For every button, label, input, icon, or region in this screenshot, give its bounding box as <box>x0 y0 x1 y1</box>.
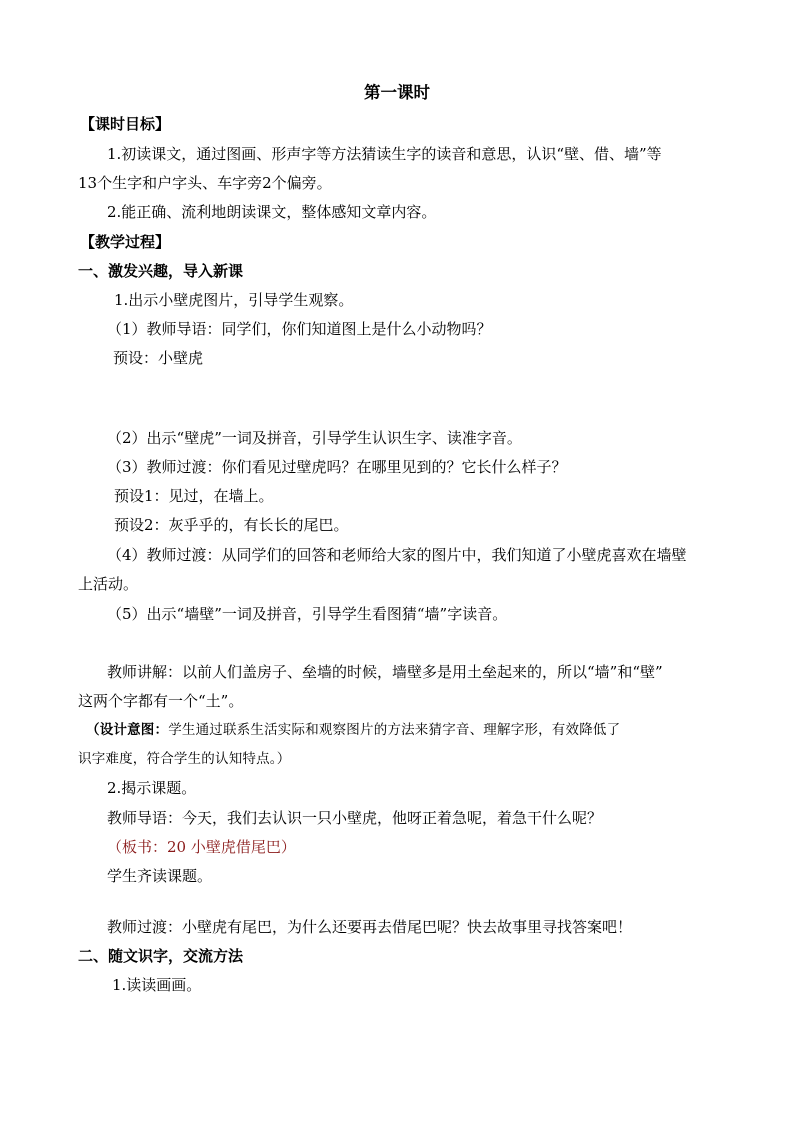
sub-5: （5）出示“墙壁”一词及拼音，引导学生看图猜“墙”字读音。 <box>107 605 508 623</box>
design-intent-text: 学生通过联系生活实际和观察图片的方法来猜字音、理解字形，有效降低了 <box>168 722 621 738</box>
sub-4-line1: （4）教师过渡：从同学们的回答和老师给大家的图片中，我们知道了小壁虎喜欢在墙壁 <box>107 546 687 564</box>
sub-1: （1）教师导语：同学们，你们知道图上是什么小动物吗？ <box>107 320 492 338</box>
intro-2: 教师导语：今天，我们去认识一只小壁虎，他呀正着急呢，着急干什么呢？ <box>107 809 603 827</box>
step-3: 1.读读画画。 <box>112 976 202 994</box>
goal-1-line2: 13个生字和户字头、车字旁2个偏旁。 <box>78 174 332 192</box>
transition: 教师过渡：小壁虎有尾巴，为什么还要再去借尾巴呢？快去故事里寻找答案吧！ <box>107 918 633 936</box>
goal-1-line1: 1.初读课文，通过图画、形声字等方法猜读生字的读音和意思，认识“壁、借、墙”等 <box>107 145 662 163</box>
design-intent-line1 <box>86 720 620 740</box>
process-heading: 【教学过程】 <box>80 233 171 251</box>
board-note: （板书：20 小壁虎借尾巴） <box>107 838 296 856</box>
explain-line1: 教师讲解：以前人们盖房子、垒墙的时候，墙壁多是用土垒起来的，所以“墙”和“壁” <box>107 663 663 681</box>
step-2: 2.揭示课题。 <box>107 779 197 797</box>
preset-b: 预设2：灰乎乎的，有长长的尾巴。 <box>114 516 349 534</box>
explain-line2: 这两个字都有一个“土”。 <box>78 692 244 710</box>
preset-1: 预设：小壁虎 <box>113 349 204 367</box>
design-intent-line2: 识字难度，符合学生的认知特点。） <box>78 751 291 767</box>
sub-3: （3）教师过渡：你们看见过壁虎吗？在哪里见到的？它长什么样子？ <box>107 458 567 476</box>
part2-heading: 二、随文识字，交流方法 <box>78 947 244 965</box>
goal-2: 2.能正确、流利地朗读课文，整体感知文章内容。 <box>107 203 437 221</box>
goals-heading: 【课时目标】 <box>80 115 171 133</box>
preset-a: 预设1：见过，在墙上。 <box>114 487 274 505</box>
sub-2: （2）出示“壁虎”一词及拼音，引导学生认识生字、读准字音。 <box>107 429 522 447</box>
read-title: 学生齐读课题。 <box>107 867 213 885</box>
page-title: 第一课时 <box>364 83 430 102</box>
step-1: 1.出示小壁虎图片，引导学生观察。 <box>114 291 354 309</box>
sub-4-line2: 上活动。 <box>78 575 139 593</box>
design-intent-lead: （设计意图： <box>86 722 169 738</box>
part1-heading: 一、激发兴趣，导入新课 <box>78 262 244 280</box>
